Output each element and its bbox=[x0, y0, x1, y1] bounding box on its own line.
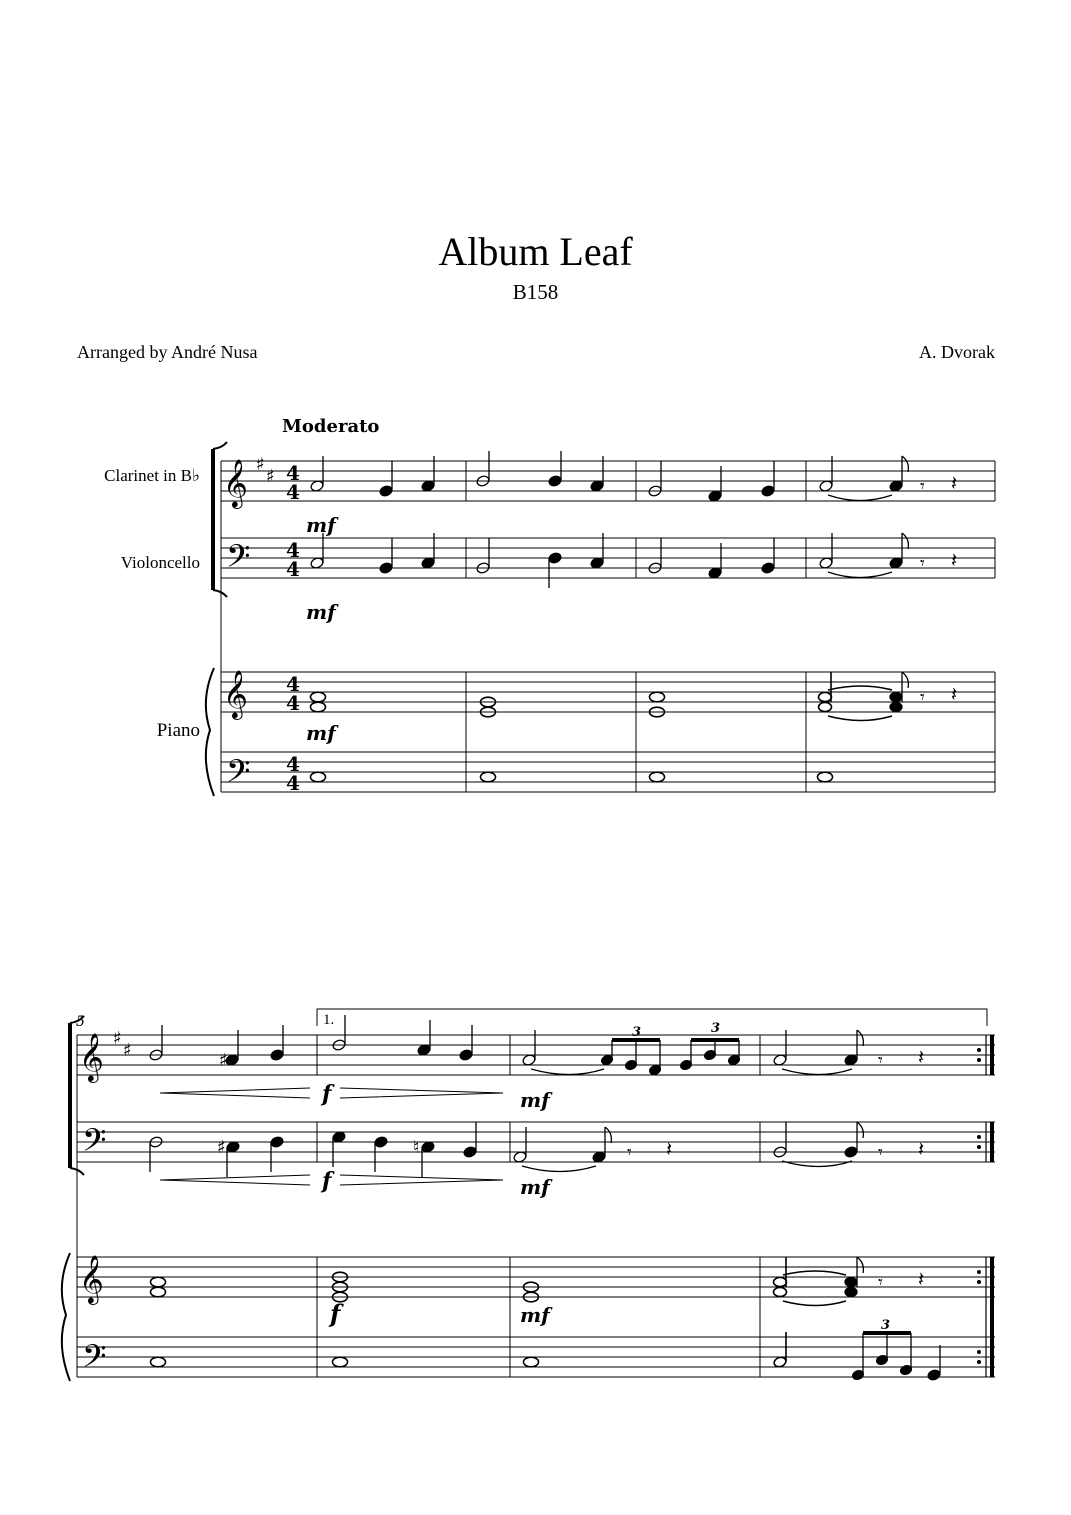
svg-text:♯: ♯ bbox=[256, 454, 265, 475]
dynamic-mf: mf bbox=[520, 1088, 550, 1112]
instrument-label-piano: Piano bbox=[156, 720, 200, 741]
svg-text:𝄾: 𝄾 bbox=[878, 1050, 883, 1071]
svg-text:♮: ♮ bbox=[413, 1137, 420, 1158]
svg-text:𝄞: 𝄞 bbox=[223, 458, 248, 507]
staff-piano-treble-1 bbox=[221, 672, 995, 712]
svg-text:𝄢: 𝄢 bbox=[226, 753, 251, 797]
staff-clarinet-1 bbox=[221, 461, 995, 501]
svg-text:♯: ♯ bbox=[219, 1050, 228, 1071]
repeat-barline bbox=[977, 1035, 992, 1377]
tuplet-number: 3 bbox=[881, 1318, 891, 1333]
svg-text:𝄽: 𝄽 bbox=[951, 548, 958, 572]
svg-text:𝄞: 𝄞 bbox=[223, 669, 248, 718]
time-sig-bottom: 4 bbox=[286, 771, 300, 795]
svg-text:𝄾: 𝄾 bbox=[878, 1142, 883, 1163]
svg-text:♯: ♯ bbox=[123, 1040, 132, 1061]
staff-piano-bass-1 bbox=[221, 752, 995, 792]
svg-text:𝄾: 𝄾 bbox=[920, 476, 925, 497]
svg-text:𝄽: 𝄽 bbox=[666, 1137, 673, 1161]
svg-text:𝄢: 𝄢 bbox=[226, 538, 251, 582]
svg-text:𝄽: 𝄽 bbox=[951, 682, 958, 706]
svg-text:𝄽: 𝄽 bbox=[918, 1267, 925, 1291]
dynamic-f: f bbox=[330, 1299, 341, 1328]
tuplet-number: 3 bbox=[632, 1025, 642, 1040]
dynamic-mf: mf bbox=[520, 1175, 550, 1199]
svg-text:𝄾: 𝄾 bbox=[920, 553, 925, 574]
arranger-credit: Arranged by André Nusa bbox=[77, 342, 258, 362]
time-sig-top: 4 bbox=[286, 538, 300, 562]
volta-label: 1. bbox=[323, 1012, 335, 1028]
svg-text:𝄞: 𝄞 bbox=[79, 1032, 104, 1081]
measure-number: 5 bbox=[76, 1014, 85, 1030]
time-sig-top: 4 bbox=[286, 461, 300, 485]
dynamic-mf: mf bbox=[520, 1303, 550, 1327]
svg-text:𝄾: 𝄾 bbox=[920, 687, 925, 708]
instrument-label-clarinet: Clarinet in B♭ bbox=[104, 466, 200, 485]
dynamic-f: f bbox=[322, 1081, 332, 1107]
svg-text:♯: ♯ bbox=[217, 1137, 226, 1158]
time-sig-bottom: 4 bbox=[286, 557, 300, 581]
dynamic-piano: mf bbox=[306, 721, 336, 745]
svg-text:𝄽: 𝄽 bbox=[951, 471, 958, 495]
svg-text:𝄢: 𝄢 bbox=[82, 1122, 107, 1166]
svg-text:♯: ♯ bbox=[266, 466, 275, 487]
tempo-marking: Moderato bbox=[282, 416, 380, 437]
time-sig-bottom: 4 bbox=[286, 691, 300, 715]
svg-text:𝄾: 𝄾 bbox=[878, 1272, 883, 1293]
svg-text:𝄽: 𝄽 bbox=[918, 1137, 925, 1161]
staff-cello-1 bbox=[221, 538, 995, 578]
time-sig-bottom: 4 bbox=[286, 480, 300, 504]
svg-text:𝄽: 𝄽 bbox=[918, 1045, 925, 1069]
composer-credit: A. Dvorak bbox=[919, 342, 995, 362]
dynamic-cello: mf bbox=[306, 600, 336, 624]
dynamic-clarinet: mf bbox=[306, 513, 336, 537]
svg-text:𝄞: 𝄞 bbox=[79, 1254, 104, 1303]
svg-text:𝄾: 𝄾 bbox=[627, 1142, 632, 1163]
time-sig-top: 4 bbox=[286, 672, 300, 696]
time-sig-top: 4 bbox=[286, 752, 300, 776]
dynamic-f: f bbox=[322, 1168, 332, 1194]
instrument-label-cello: Violoncello bbox=[120, 553, 200, 572]
svg-text:♯: ♯ bbox=[113, 1028, 122, 1049]
score-title: Album Leaf bbox=[438, 229, 633, 274]
svg-text:𝄢: 𝄢 bbox=[82, 1338, 107, 1382]
tuplet-number: 3 bbox=[711, 1021, 721, 1036]
score-subtitle: B158 bbox=[512, 280, 559, 304]
